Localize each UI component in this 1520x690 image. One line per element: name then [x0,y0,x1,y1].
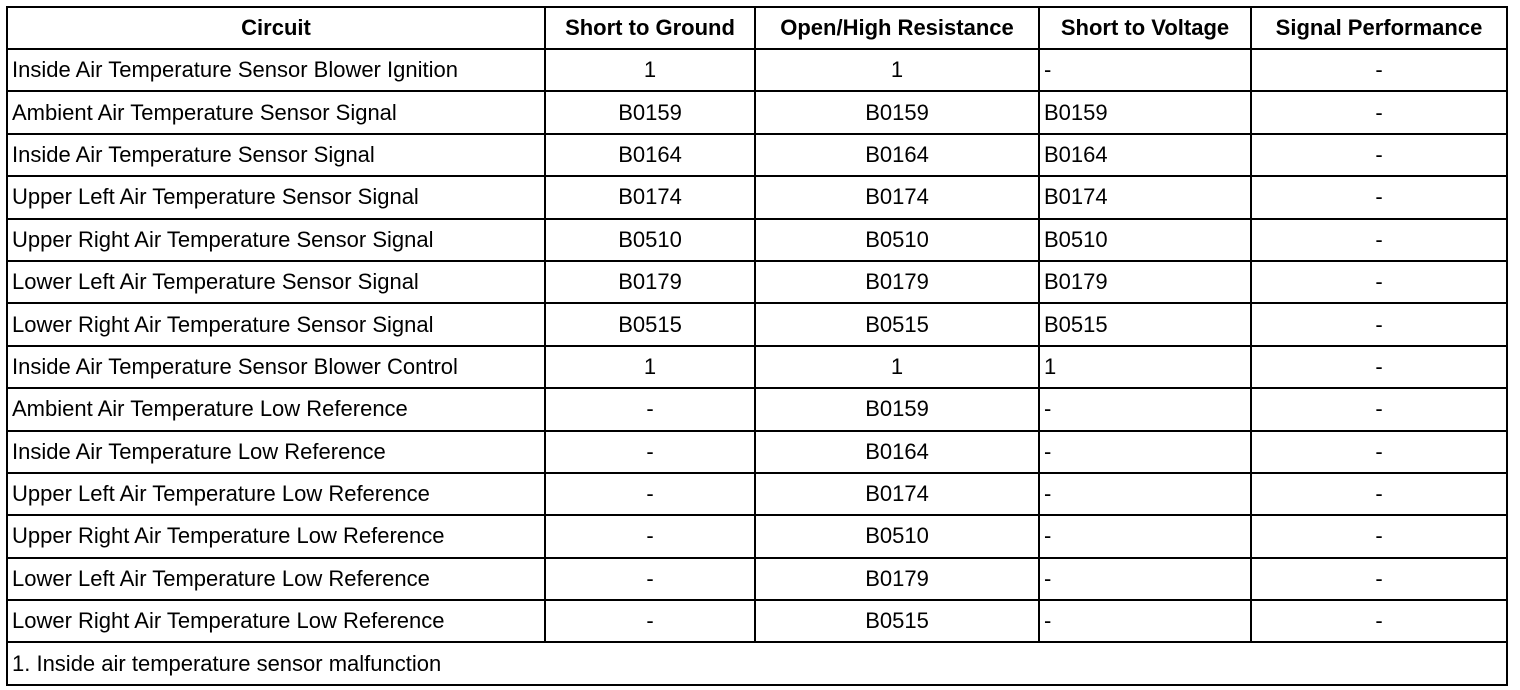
cell-open-high-resistance: 1 [755,49,1039,91]
table-row [7,388,1507,430]
cell-short-to-ground: B0174 [545,176,755,218]
cell-circuit: Inside Air Temperature Sensor Blower Ignition [7,49,545,91]
cell-open-high-resistance: B0159 [755,91,1039,133]
cell-signal-performance: - [1251,388,1507,430]
table-row [7,346,1507,388]
header-circuit: Circuit [7,7,545,49]
cell-short-to-ground: 1 [545,346,755,388]
table-row [7,558,1507,600]
cell-short-to-ground: 1 [545,49,755,91]
cell-short-to-voltage: B0164 [1039,134,1251,176]
cell-short-to-voltage: B0174 [1039,176,1251,218]
cell-short-to-ground: B0179 [545,261,755,303]
cell-open-high-resistance: B0510 [755,515,1039,557]
cell-signal-performance: - [1251,303,1507,345]
header-short-to-ground: Short to Ground [545,7,755,49]
cell-signal-performance: - [1251,346,1507,388]
cell-circuit: Ambient Air Temperature Low Reference [7,388,545,430]
cell-signal-performance: - [1251,600,1507,642]
table-row [7,134,1507,176]
cell-signal-performance: - [1251,515,1507,557]
dtc-table [6,6,1508,686]
cell-short-to-voltage: - [1039,558,1251,600]
cell-short-to-voltage: B0159 [1039,91,1251,133]
cell-short-to-voltage: B0515 [1039,303,1251,345]
cell-circuit: Inside Air Temperature Low Reference [7,431,545,473]
cell-short-to-ground: - [545,600,755,642]
table-row [7,219,1507,261]
cell-open-high-resistance: B0515 [755,303,1039,345]
cell-short-to-ground: - [545,431,755,473]
cell-open-high-resistance: B0164 [755,431,1039,473]
table-row [7,600,1507,642]
cell-open-high-resistance: B0515 [755,600,1039,642]
cell-open-high-resistance: B0164 [755,134,1039,176]
table-body [7,49,1507,642]
header-signal-performance: Signal Performance [1251,7,1507,49]
cell-signal-performance: - [1251,134,1507,176]
cell-short-to-voltage: B0510 [1039,219,1251,261]
cell-circuit: Upper Right Air Temperature Low Reference [7,515,545,557]
cell-open-high-resistance: B0179 [755,558,1039,600]
table-row [7,261,1507,303]
cell-circuit: Ambient Air Temperature Sensor Signal [7,91,545,133]
cell-signal-performance: - [1251,176,1507,218]
cell-circuit: Upper Left Air Temperature Sensor Signal [7,176,545,218]
cell-signal-performance: - [1251,91,1507,133]
header-short-to-voltage: Short to Voltage [1039,7,1251,49]
cell-short-to-ground: - [545,558,755,600]
cell-open-high-resistance: B0159 [755,388,1039,430]
cell-short-to-voltage: 1 [1039,346,1251,388]
cell-signal-performance: - [1251,473,1507,515]
cell-circuit: Inside Air Temperature Sensor Blower Control [7,346,545,388]
cell-open-high-resistance: B0174 [755,473,1039,515]
table-row [7,473,1507,515]
table-row [7,91,1507,133]
cell-short-to-ground: - [545,515,755,557]
cell-short-to-voltage: - [1039,515,1251,557]
cell-circuit: Upper Right Air Temperature Sensor Signal [7,219,545,261]
cell-short-to-ground: B0515 [545,303,755,345]
header-row [7,7,1507,49]
cell-circuit: Lower Left Air Temperature Sensor Signal [7,261,545,303]
table-row [7,49,1507,91]
cell-signal-performance: - [1251,431,1507,473]
cell-signal-performance: - [1251,558,1507,600]
cell-circuit: Lower Right Air Temperature Low Reference [7,600,545,642]
cell-short-to-ground: B0164 [545,134,755,176]
footnote: 1. Inside air temperature sensor malfunction [7,642,1507,684]
cell-short-to-voltage: - [1039,431,1251,473]
cell-short-to-ground: B0510 [545,219,755,261]
cell-open-high-resistance: B0510 [755,219,1039,261]
cell-open-high-resistance: B0174 [755,176,1039,218]
cell-open-high-resistance: B0179 [755,261,1039,303]
cell-circuit: Inside Air Temperature Sensor Signal [7,134,545,176]
footnote-row [7,642,1507,684]
table-row [7,515,1507,557]
cell-short-to-ground: - [545,473,755,515]
cell-short-to-voltage: - [1039,473,1251,515]
cell-open-high-resistance: 1 [755,346,1039,388]
cell-signal-performance: - [1251,261,1507,303]
cell-short-to-voltage: B0179 [1039,261,1251,303]
cell-short-to-voltage: - [1039,388,1251,430]
cell-signal-performance: - [1251,49,1507,91]
header-open-high-resistance: Open/High Resistance [755,7,1039,49]
cell-short-to-voltage: - [1039,600,1251,642]
table-row [7,431,1507,473]
cell-circuit: Lower Left Air Temperature Low Reference [7,558,545,600]
table-row [7,303,1507,345]
cell-signal-performance: - [1251,219,1507,261]
cell-short-to-ground: - [545,388,755,430]
cell-circuit: Upper Left Air Temperature Low Reference [7,473,545,515]
cell-circuit: Lower Right Air Temperature Sensor Signal [7,303,545,345]
cell-short-to-voltage: - [1039,49,1251,91]
table-row [7,176,1507,218]
cell-short-to-ground: B0159 [545,91,755,133]
